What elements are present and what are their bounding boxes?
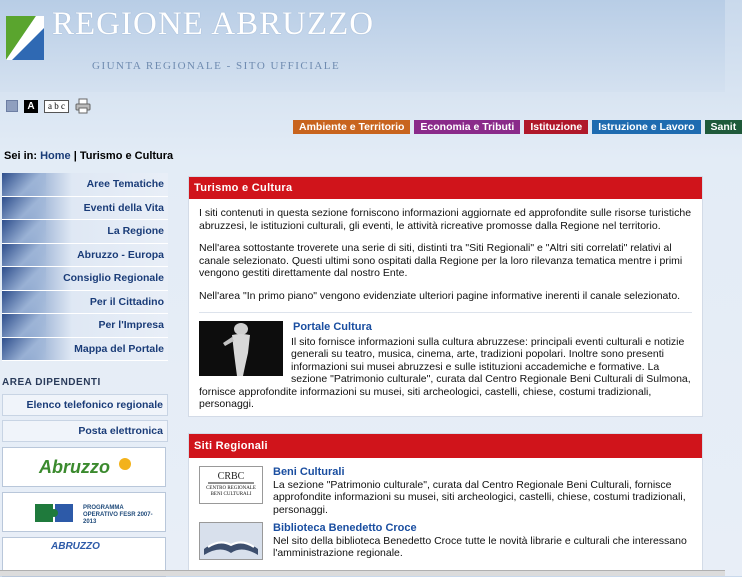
sidebar-item-label: Eventi della Vita xyxy=(83,201,164,214)
biblioteca-link[interactable]: Biblioteca Benedetto Croce xyxy=(273,522,417,534)
sidebar-thumbnail xyxy=(2,197,46,220)
siti-regionali-panel xyxy=(188,433,703,573)
elenco-telefonico-link[interactable]: Elenco telefonico regionale xyxy=(2,394,168,416)
beni-culturali-logo[interactable] xyxy=(199,466,263,504)
portale-cultura-description: Il sito fornisce informazioni sulla cultura abruzzese: principali eventi culturali e notizie generali su teatro, musica, cinema, arte, tradizioni popolari. Inoltre sono presenti informazioni sui musei abruzzesi e sulle istituzioni accademiche e formative. La sezione "Patrimonio culturale", curata dal Centro Regionale Beni Culturali di Sulmona, fornisce approfondite informazioni su musei, siti archeologici, castelli, chiese, costumi tradizionali, personaggi. xyxy=(199,335,691,410)
turismo-cultura-panel xyxy=(188,176,703,417)
svg-text:CRBC: CRBC xyxy=(217,471,245,482)
section-body xyxy=(189,199,702,419)
beni-culturali-link[interactable]: Beni Culturali xyxy=(273,466,345,478)
breadcrumb-home-link[interactable]: Home xyxy=(40,150,71,162)
statue-image[interactable] xyxy=(199,321,283,376)
sidebar-item-label: Consiglio Regionale xyxy=(63,272,164,285)
breadcrumb-separator: | xyxy=(73,150,77,162)
site-subtitle: GIUNTA REGIONALE - SITO UFFICIALE xyxy=(92,60,341,72)
portale-cultura-link[interactable]: Portale Cultura xyxy=(293,321,372,333)
breadcrumb-prefix: Sei in: xyxy=(4,150,38,162)
sidebar-item-eventi-vita[interactable] xyxy=(2,197,168,221)
site-row-beni-culturali xyxy=(199,466,692,516)
category-tabs xyxy=(293,120,742,134)
sidebar xyxy=(2,173,168,577)
sidebar-thumbnail xyxy=(2,338,46,361)
sidebar-thumbnail xyxy=(2,267,46,290)
tab-istruzione-lavoro[interactable]: Istruzione e Lavoro xyxy=(592,120,700,134)
biblioteca-image[interactable] xyxy=(199,522,263,560)
site-row-biblioteca xyxy=(199,522,692,560)
area-dipendenti-links xyxy=(2,394,168,442)
statue-icon xyxy=(199,321,283,376)
sidebar-thumbnail xyxy=(2,173,46,196)
divider xyxy=(199,312,692,313)
intro-paragraph: I siti contenuti in questa sezione forniscono informazioni aggiornate ed approfondite sulle risorse turistiche abruzzesi, le istituzioni culturali, gli eventi, le attività ricreative promosse dalla Regione nel territorio. xyxy=(199,207,692,232)
sidebar-item-aree-tematiche[interactable] xyxy=(2,173,168,197)
sidebar-item-label: Per l'Impresa xyxy=(98,319,164,332)
high-contrast-button[interactable]: A xyxy=(24,100,38,113)
beni-culturali-description: La sezione "Patrimonio culturale", curata dal Centro Regionale Beni Culturali, fornisce approfondite informazioni su musei, siti archeologici, castelli, chiese, costumi tradizionali, personaggi. xyxy=(273,478,686,516)
sidebar-thumbnail xyxy=(2,220,46,243)
regional-sites-title: Siti Regionali xyxy=(189,434,702,458)
sidebar-item-la-regione[interactable] xyxy=(2,220,168,244)
tab-ambiente-territorio[interactable]: Ambiente e Territorio xyxy=(293,120,410,134)
site-title[interactable]: REGIONE ABRUZZO xyxy=(52,6,375,42)
sidebar-item-per-cittadino[interactable] xyxy=(2,291,168,315)
posta-elettronica-link[interactable]: Posta elettronica xyxy=(2,420,168,442)
sidebar-item-label: Abruzzo - Europa xyxy=(77,248,164,261)
biblioteca-description: Nel sito della biblioteca Benedetto Croce tutte le novità librarie e culturali che interessano l'amministrazione regionale. xyxy=(273,534,687,559)
beni-culturali-logo-text: CENTRO REGIONALE BENI CULTURALI xyxy=(206,486,256,497)
intro-paragraph: Nell'area "In primo piano" vengono evidenziate ulteriori pagine informative inerenti il canale selezionato. xyxy=(199,289,681,302)
tab-istituzione[interactable]: Istituzione xyxy=(524,120,588,134)
regional-sites-body xyxy=(189,458,702,574)
sidebar-item-label: Per il Cittadino xyxy=(89,295,164,308)
intro-paragraph: Nell'area sottostante troverete una serie di siti, distinti tra "Siti Regionali" e "Altri siti correlati" relativi al canale selezionato. Questi ultimi sono ospitati dalla Regione per la loro rilevanza tematica mentre i primi vengono gestiti direttamente dal nostro Ente. xyxy=(199,242,683,279)
banner-abruzzo-text: Abruzzo xyxy=(39,457,110,477)
banner-abruzzo[interactable] xyxy=(2,447,166,487)
sidebar-thumbnail xyxy=(2,291,46,314)
text-size-button[interactable]: a b c xyxy=(44,100,69,113)
sidebar-item-abruzzo-europa[interactable] xyxy=(2,244,168,268)
sidebar-item-mappa-portale[interactable] xyxy=(2,338,168,362)
default-style-icon[interactable] xyxy=(6,100,18,112)
breadcrumb-current: Turismo e Cultura xyxy=(79,150,174,162)
banner-fesr-text: PROGRAMMA OPERATIVO FESR 2007-2013 xyxy=(83,505,153,525)
sidebar-item-label: Mappa del Portale xyxy=(74,342,164,355)
sidebar-item-label: La Regione xyxy=(107,225,164,238)
puzzle-icon xyxy=(33,498,79,528)
sidebar-item-consiglio-regionale[interactable] xyxy=(2,267,168,291)
accessibility-tools xyxy=(6,96,91,116)
site-header xyxy=(0,0,725,92)
sidebar-thumbnail xyxy=(2,244,46,267)
sidebar-thumbnail xyxy=(2,314,46,337)
tab-economia-tributi[interactable]: Economia e Tributi xyxy=(414,120,520,134)
banner-fesr[interactable] xyxy=(2,492,166,532)
print-icon[interactable] xyxy=(75,98,91,114)
banner-abruzzo-2-text: ABRUZZO xyxy=(51,541,100,552)
sun-icon xyxy=(113,452,137,476)
portale-cultura-feature xyxy=(199,321,692,411)
section-title: Turismo e Cultura xyxy=(189,177,702,199)
area-dipendenti-heading: AREA DIPENDENTI xyxy=(2,377,101,388)
tab-sanita[interactable]: Sanit xyxy=(705,120,742,134)
browser-status-bar xyxy=(0,570,725,576)
regione-logo[interactable] xyxy=(6,14,44,60)
book-icon xyxy=(200,523,262,559)
sidebar-item-label: Aree Tematiche xyxy=(86,178,164,191)
breadcrumb xyxy=(4,150,173,162)
sidebar-item-per-impresa[interactable] xyxy=(2,314,168,338)
